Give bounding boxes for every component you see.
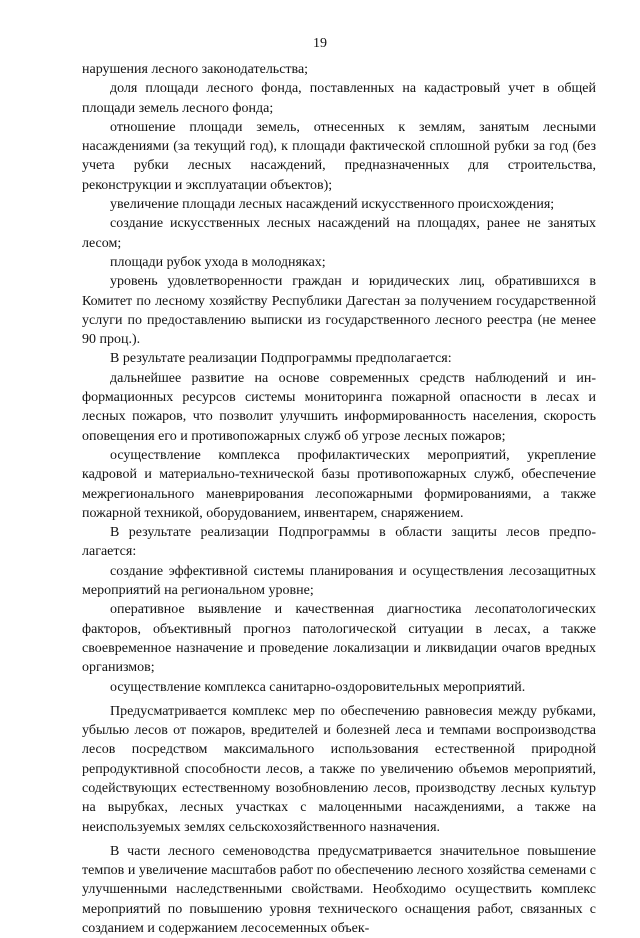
paragraph: доля площади лесного фонда, поставленных на кадастровый учет в общей площади земель лесного фонда;: [82, 81, 596, 116]
document-body: [82, 60, 596, 938]
paragraph: В результате реализации Подпрограммы предполагается:: [110, 351, 452, 367]
paragraph: отношение площади земель, отнесенных к землям, занятым лесными насаждениями (за текущий год), к площади фактической сплошной рубки за год (без учета рубки лесных насаждений, предназначенных для строительства, реконструкции и эксплуатации объектов);: [82, 119, 596, 193]
paragraph: дальнейшее развитие на основе современных средств наблюдений и информационных ресурсов системы мониторинга пожарной опасности в лесах и лесных пожаров, что позволит улучшить информированность населения, скорость оповещения его и противопожарных служб об угрозе лесных пожаров;: [82, 370, 596, 444]
paragraph: создание эффективной системы планирования и осуществления лесозащитных мероприятий на региональном уровне;: [82, 563, 596, 599]
paragraph: увеличение площади лесных насаждений искусственного происхождения;: [110, 197, 555, 213]
paragraph: нарушения лесного законодательства;: [82, 62, 309, 77]
paragraph: осуществление комплекса санитарно-оздоровительных мероприятий.: [110, 679, 526, 695]
paragraph: создание искусственных лесных насаждений на площадях, ранее не занятых лесом;: [82, 216, 596, 251]
paragraph: В части лесного семеноводства предусматривается значительное повышение темпов и увеличение масштабов работ по обеспечению лесного хозяйства семенами с улучшенными наследственными свойствами. Необходимо осуществить комплекс мероприятий по повышению уровня технического оснащения работ, связанных с созданием и содержанием лесосеменных объек-: [82, 843, 596, 937]
paragraph: уровень удовлетворенности граждан и юридических лиц, обратившихся в Комитет по лесному хозяйству Республики Дагестан за получением государственной услуги по предоставлению выписки из государственного лесного реестра (не менее 90 проц.).: [82, 274, 596, 348]
paragraph: оперативное выявление и качественная диагностика лесопатологических факторов, объективный прогноз патологической ситуации в лесах, а также своевременное назначение и проведение локализации и ликвидации очагов вредных организмов;: [82, 602, 596, 676]
paragraph: Предусматривается комплекс мер по обеспечению равновесия между рубками, убылью лесов от пожаров, вредителей и болезней леса и темпами воспроизводства лесов посредством максимального использования естественной природной репродуктивной способности лесов, а также по увеличению объемов мероприятий, содействующих естественному возобновлению лесов, производству лесных культур на вырубках, лесных участках с малоценными насаждениями, а также на неиспользуемых землях сельскохозяйственного назначения.: [82, 703, 596, 835]
paragraph: площади рубок ухода в молодняках;: [110, 254, 326, 270]
paragraph: В результате реализации Подпрограммы в области защиты лесов предполагается:: [82, 525, 596, 560]
page-number: 19: [313, 36, 327, 51]
paragraph: осуществление комплекса профилактических мероприятий, укрепление кадровой и материально-технической базы противопожарных служб, обеспечение межрегионального маневрирования лесопожарными формированиями, а также пожарной техникой, оборудованием, инвентарем, снаряжением.: [82, 447, 596, 521]
